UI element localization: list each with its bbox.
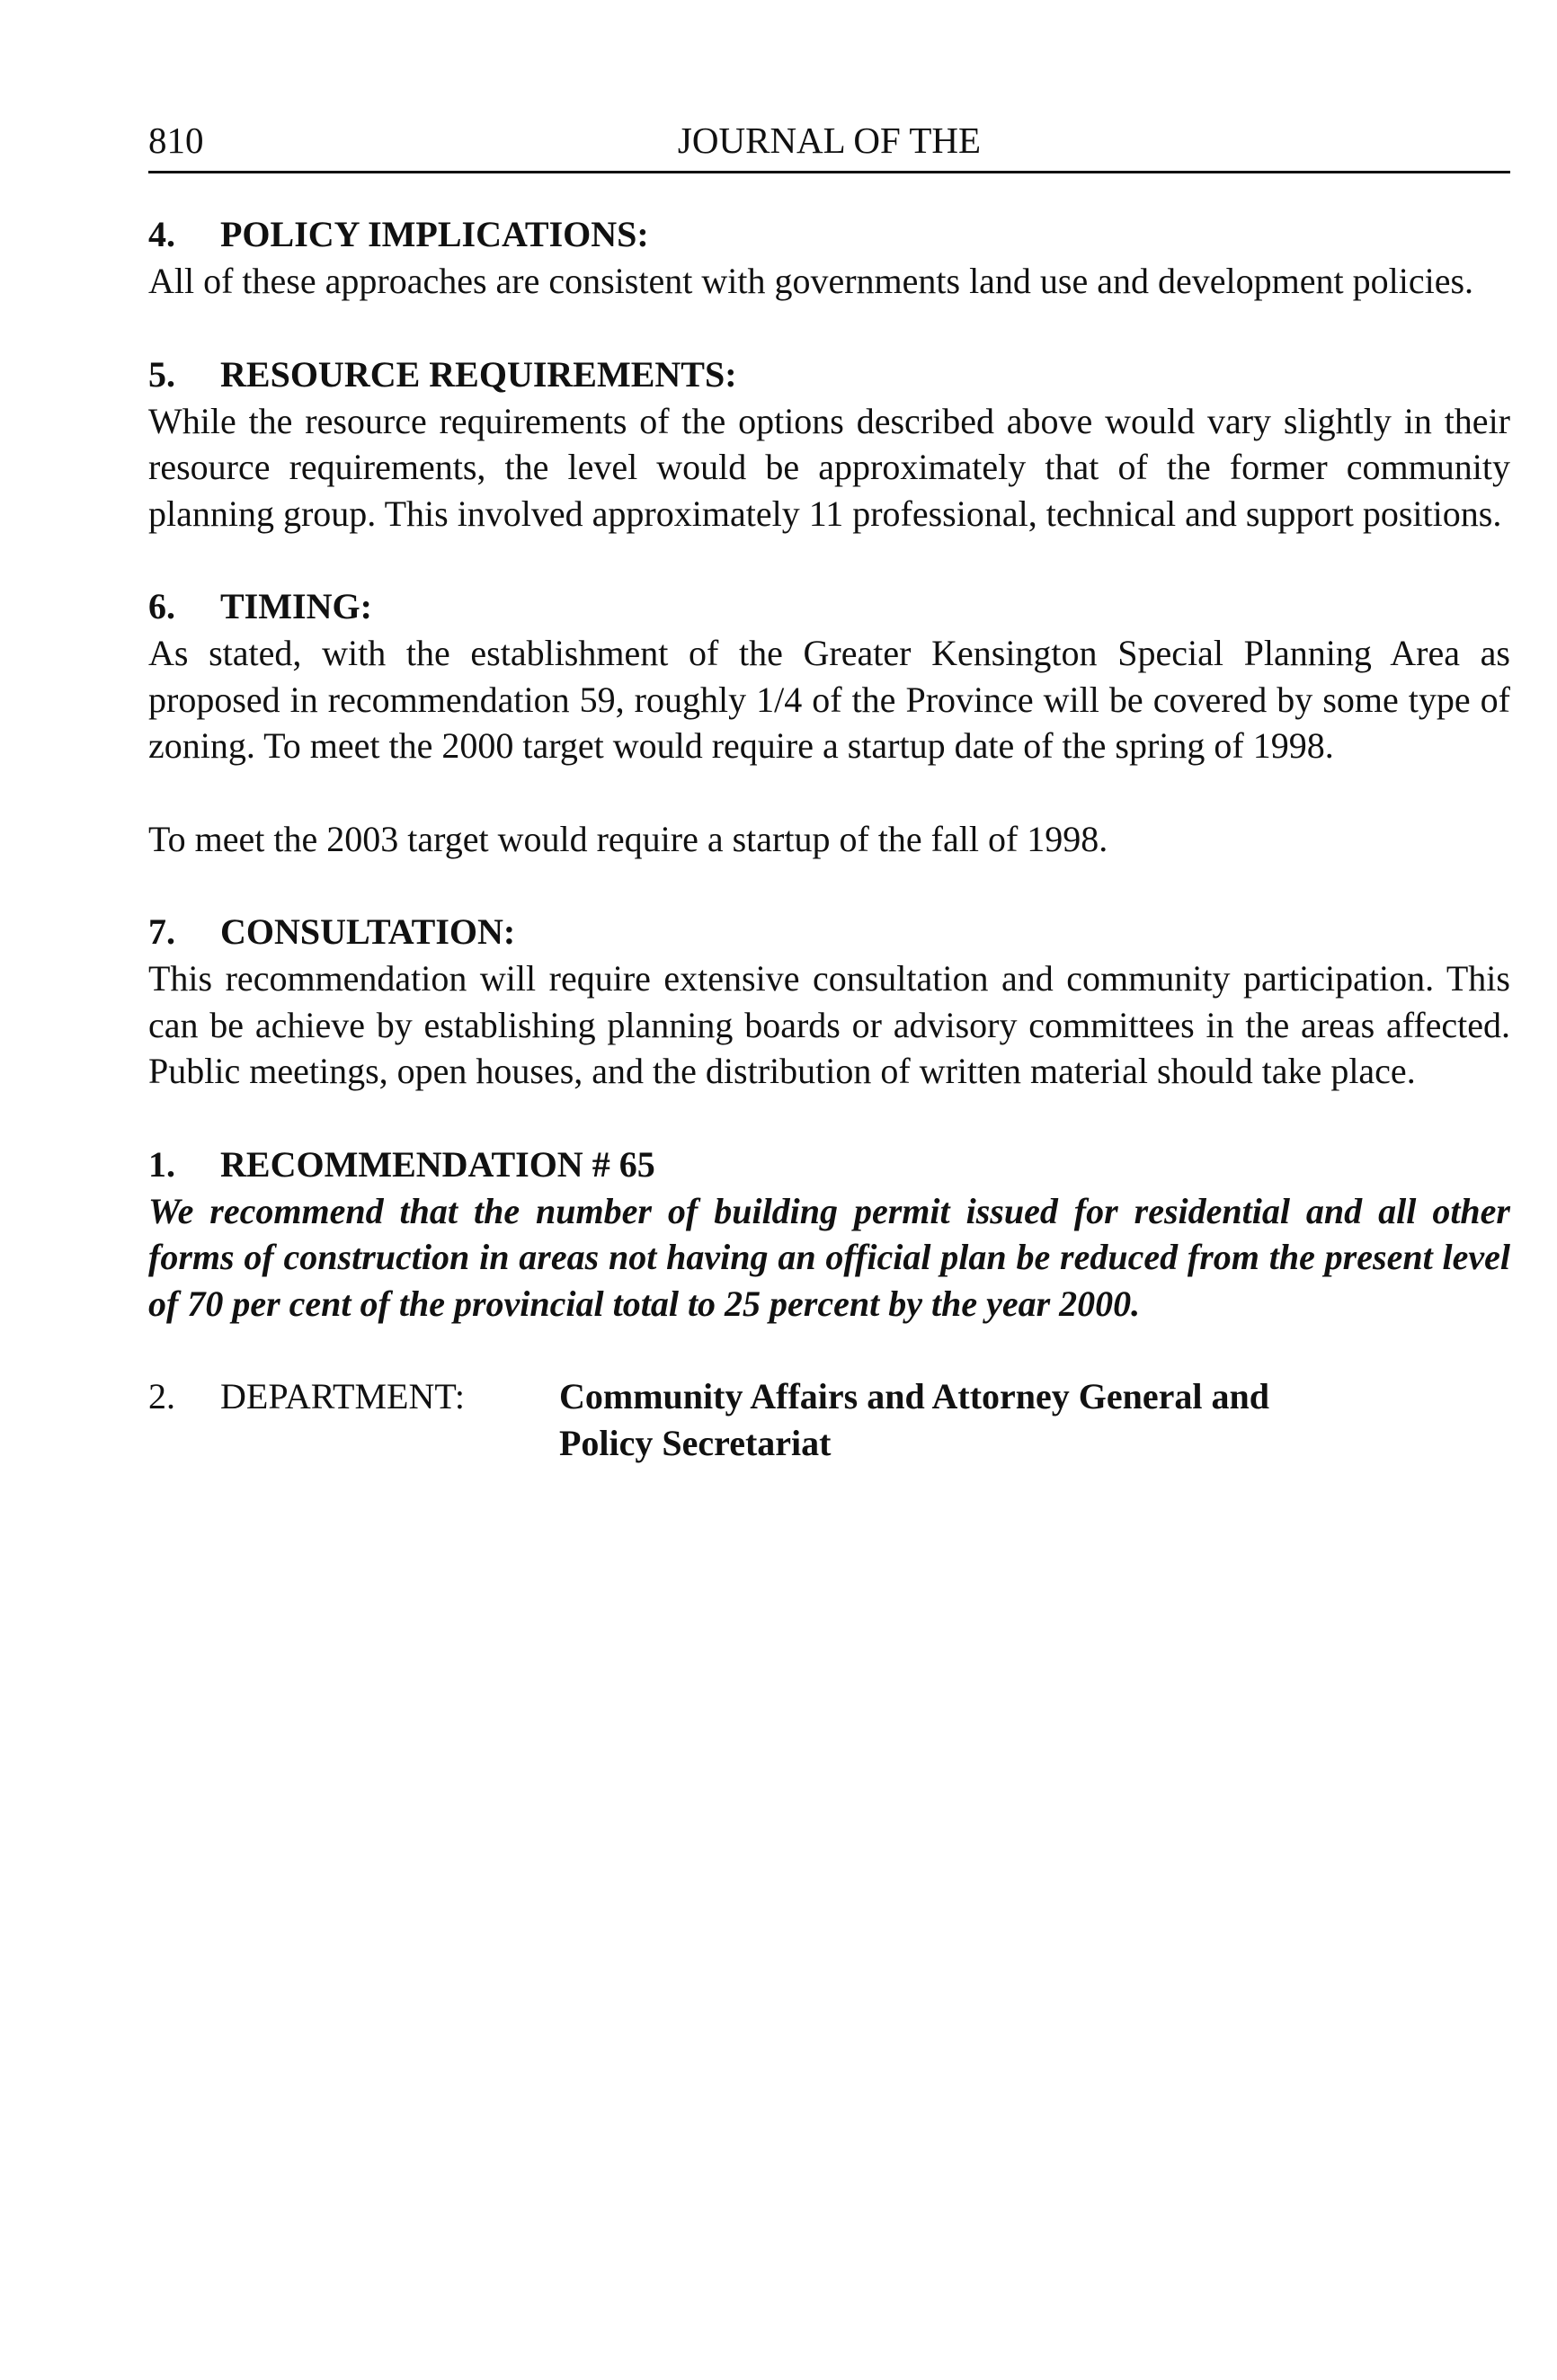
journal-page bbox=[148, 117, 1510, 1467]
section-heading bbox=[148, 211, 1510, 258]
header-rule bbox=[148, 171, 1510, 173]
section-number: 5. bbox=[148, 353, 175, 395]
department-value-line: Policy Secretariat bbox=[559, 1423, 832, 1463]
section-title: RESOURCE REQUIREMENTS: bbox=[220, 353, 737, 395]
section-paragraph: While the resource requirements of the options described above would vary slightly in their resource requirements, the level would be approximately that of the former community planning group. This involved approximately 11 professional, technical and support positions. bbox=[148, 400, 1510, 534]
department-number: 2. bbox=[148, 1376, 175, 1416]
recommendation-block bbox=[148, 1141, 1510, 1328]
section-paragraph: As stated, with the establishment of the Greater Kensington Special Planning Area as proposed in recommendation 59, roughly 1/4 of the Province will be covered by some type of zoning. To meet the 2000 target would require a startup date of the spring of 1998. bbox=[148, 633, 1510, 766]
department-value bbox=[559, 1373, 1368, 1467]
recommendation-number: 1. bbox=[148, 1143, 175, 1185]
section-title: POLICY IMPLICATIONS: bbox=[220, 214, 649, 254]
section-paragraph: To meet the 2003 target would require a startup of the fall of 1998. bbox=[148, 818, 1108, 859]
section-paragraph: This recommendation will require extensive consultation and community participation. This can be achieve by establishing planning boards or advisory committees in the areas affected. Public meetings, open houses, and the distribution of written material should take place. bbox=[148, 958, 1510, 1091]
section-number: 7. bbox=[148, 911, 175, 952]
section-title: CONSULTATION: bbox=[220, 911, 516, 952]
department-value-line: Community Affairs and Attorney General and bbox=[559, 1376, 1269, 1416]
section-heading bbox=[148, 909, 1510, 955]
department-block bbox=[148, 1373, 1510, 1467]
section-title: TIMING: bbox=[220, 586, 372, 626]
section-paragraph: All of these approaches are consistent with governments land use and development policies. bbox=[148, 261, 1474, 301]
section-consultation bbox=[148, 909, 1510, 1095]
section-resource-requirements bbox=[148, 351, 1510, 537]
section-number: 6. bbox=[148, 586, 175, 626]
section-heading bbox=[148, 351, 1510, 398]
running-header bbox=[148, 117, 1510, 164]
recommendation-title: RECOMMENDATION # 65 bbox=[220, 1143, 655, 1185]
section-timing bbox=[148, 583, 1510, 862]
recommendation-text: We recommend that the number of building permit issued for residential and all other forms of construction in areas not having an official plan be reduced from the present level of 70 per cent of the provincial total to 25 percent by the year 2000. bbox=[148, 1190, 1510, 1324]
journal-title: JOURNAL OF THE bbox=[677, 120, 982, 161]
section-heading bbox=[148, 583, 1510, 630]
section-number: 4. bbox=[148, 214, 175, 254]
section-policy-implications bbox=[148, 211, 1510, 305]
recommendation-heading bbox=[148, 1141, 1510, 1188]
department-label: DEPARTMENT: bbox=[220, 1376, 465, 1416]
page-number: 810 bbox=[148, 120, 204, 161]
